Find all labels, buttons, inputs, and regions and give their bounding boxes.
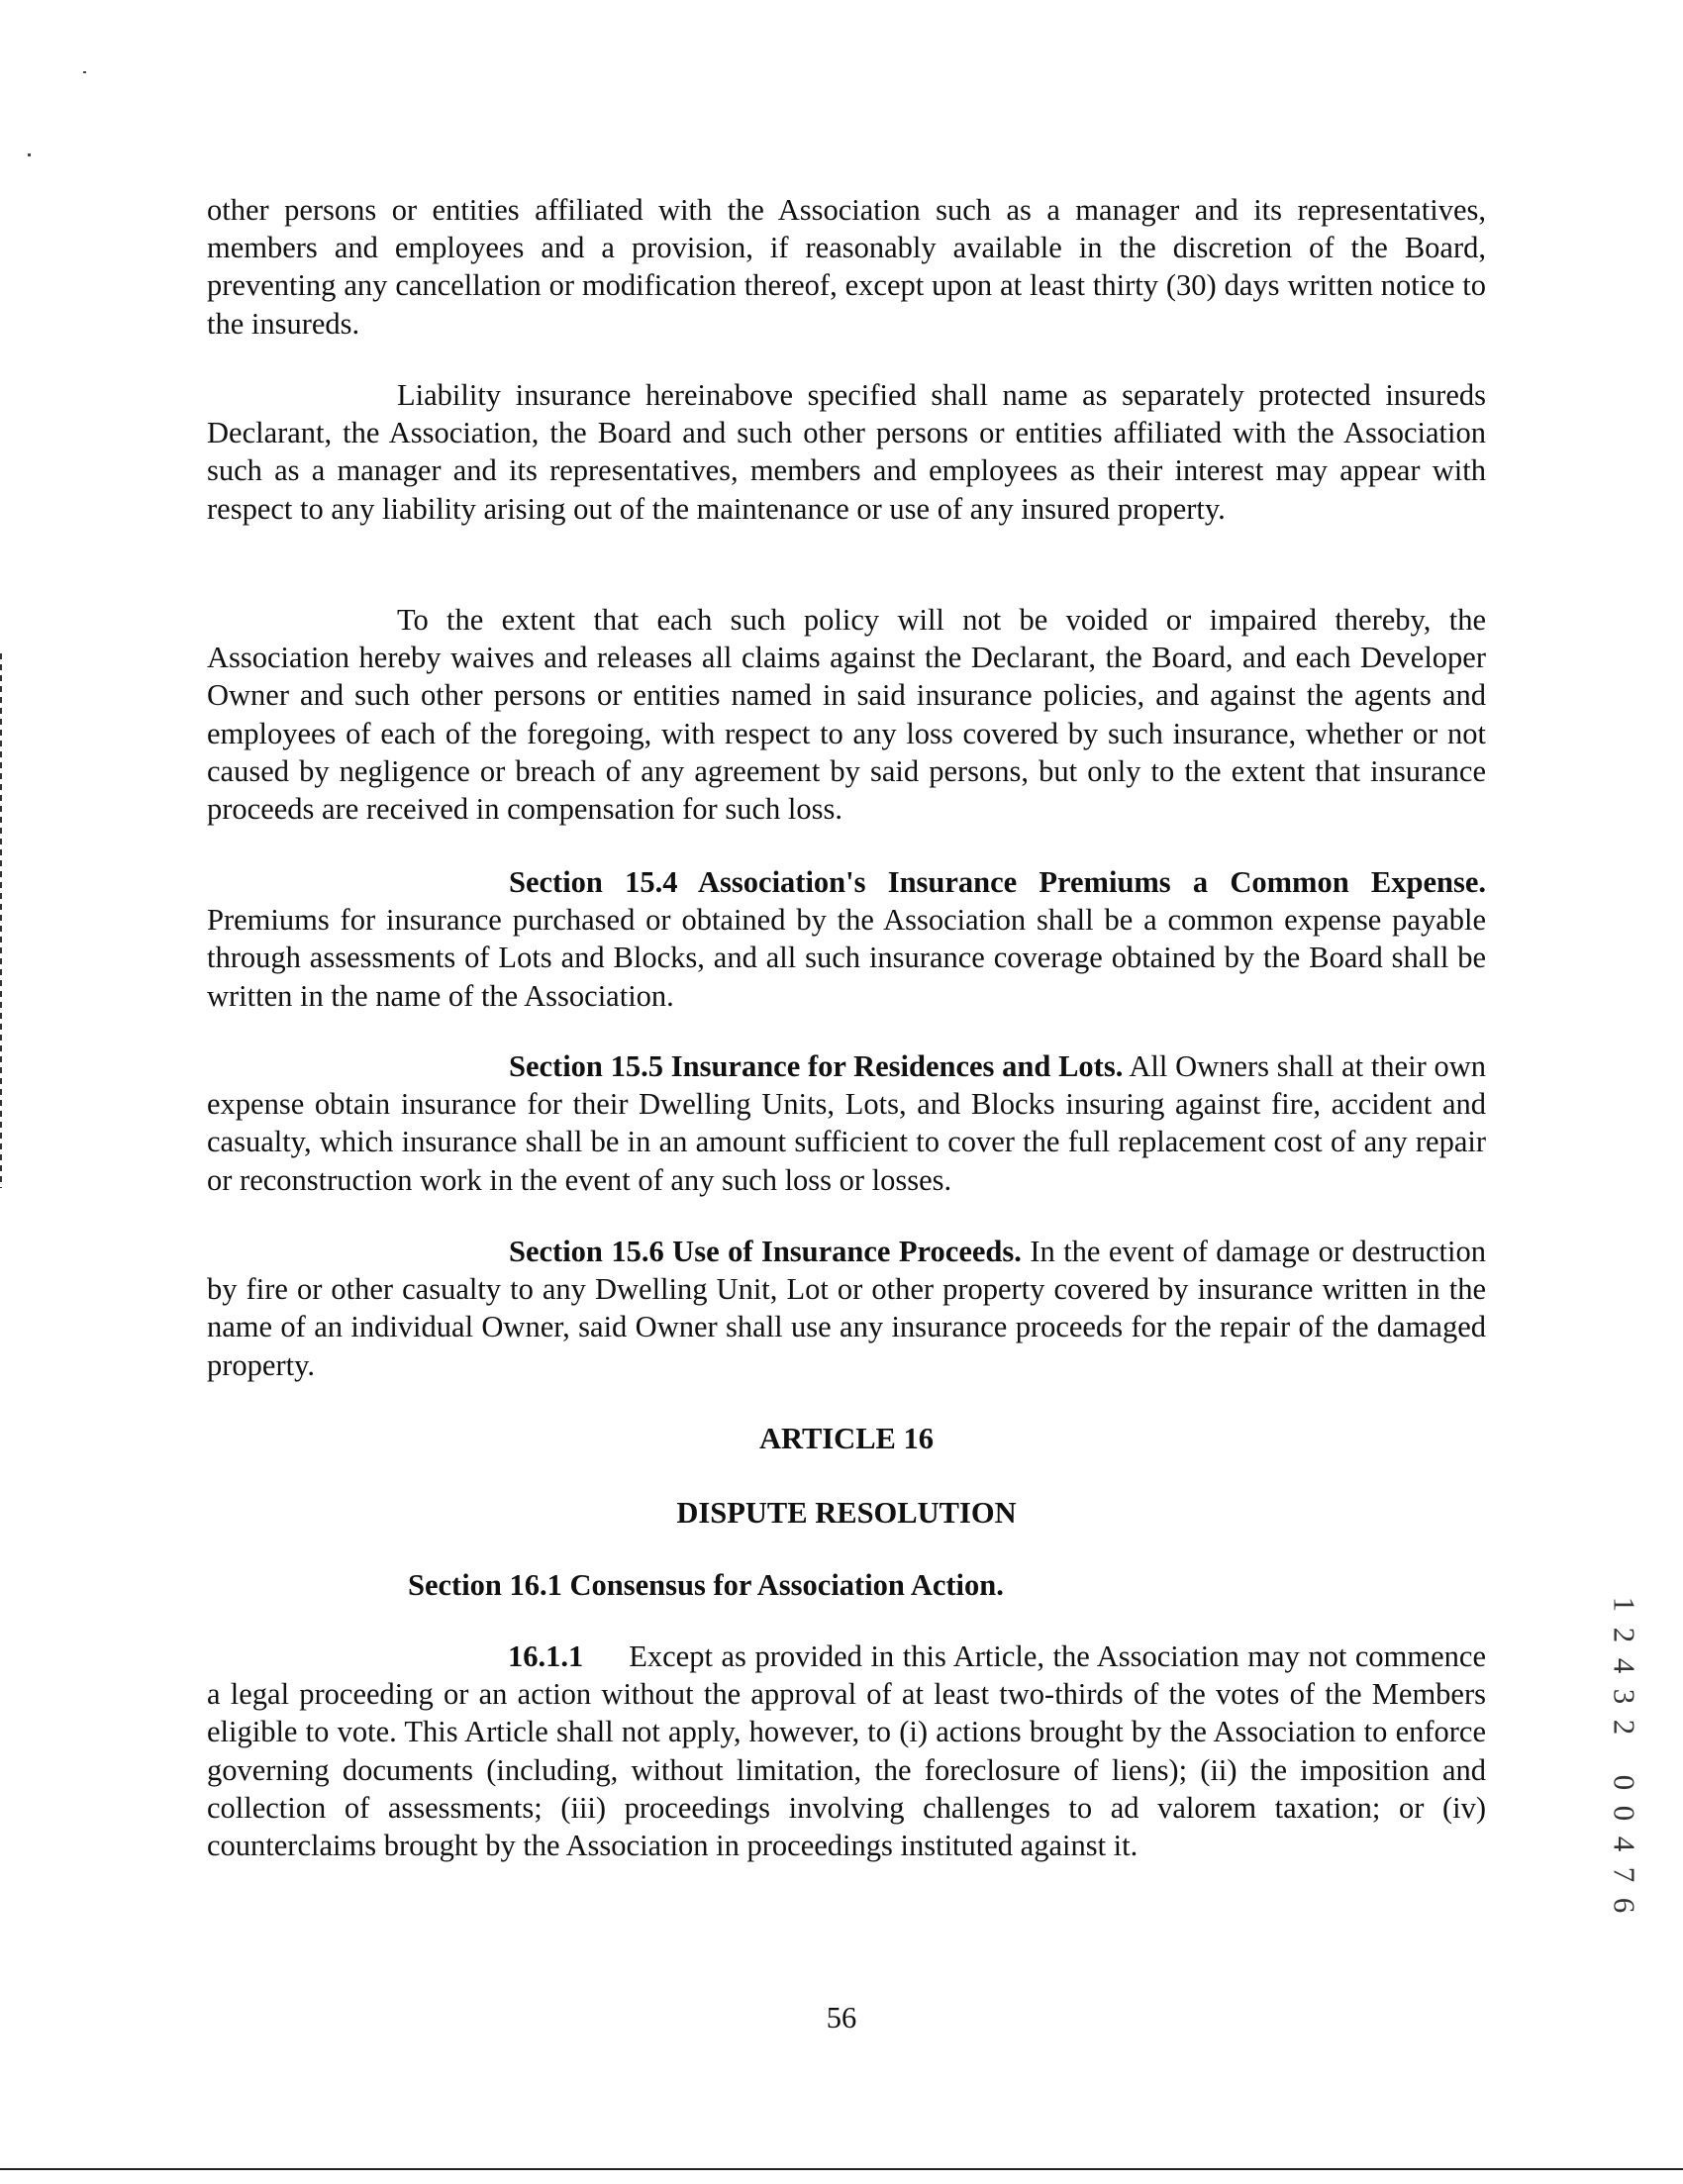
paragraph-waiver: To the extent that each such policy will not be voided or impaired thereby, the Association hereby waives and releases all claims against the Declarant, the Board, and each Developer Owner and such other persons or entities named in said insurance policies, and against the agents and employees of each of the foregoing, with respect to any loss covered by such insurance, whether or not caused by negligence or breach of any agreement by said persons, but only to the extent that insurance proceeds are received in compensation for such loss. — [207, 603, 1486, 827]
scan-speck — [83, 71, 86, 73]
section-15-5-heading: Section 15.5 Insurance for Residences and Lots. — [509, 1049, 1124, 1083]
stamp-digit: 2 — [1607, 1627, 1642, 1643]
clause-16-1-1 — [207, 1638, 1486, 1864]
stamp-digit: 0 — [1607, 1774, 1642, 1791]
clause-16-1-1-number: 16.1.1 — [508, 1639, 584, 1673]
stamp-digit: 2 — [1607, 1719, 1642, 1736]
page-number: 56 — [826, 2001, 857, 2035]
section-16-1-heading: Section 16.1 Consensus for Association Action. — [408, 1568, 1004, 1602]
stamp-digit: 0 — [1607, 1805, 1642, 1822]
section-15-6-heading: Section 15.6 Use of Insurance Proceeds. — [509, 1235, 1022, 1268]
section-15-4-text: Premiums for insurance purchased or obtained by the Association shall be a common expense payable through assessments of Lots and Blocks, and all such insurance coverage obtained by the Board shall be written in the name of the Association. — [207, 903, 1486, 1013]
scan-edge-bottom — [0, 2168, 1683, 2170]
stamp-digit: 4 — [1607, 1657, 1642, 1674]
paragraph-continuation: other persons or entities affiliated with the Association such as a manager and its representatives, members and employees and a provision, if reasonably available in the discretion of the Board, preventing any cancellation or modification thereof, except upon at least thirty (30) days written notice to the insureds. — [207, 193, 1486, 341]
scan-edge-left — [0, 653, 2, 1188]
section-15-5 — [207, 1047, 1486, 1199]
section-15-5-text: All Owners shall at their own expense obtain insurance for their Dwelling Units, Lots, and Blocks insuring against fire, accident and casualty, which insurance shall be in an amount sufficient to cover the full replacement cost of any repair or reconstruction work in the event of any such loss or losses. — [207, 1049, 1486, 1197]
stamp-digit: 6 — [1607, 1897, 1642, 1914]
section-15-6-text: In the event of damage or destruction by fire or other casualty to any Dwelling Unit, Lot or other property covered by insurance written in the name of an individual Owner, said Owner shall use any insurance proceeds for the repair of the damaged property. — [207, 1235, 1487, 1382]
stamp-gap — [1610, 1742, 1639, 1767]
stamp-digit: 1 — [1607, 1596, 1642, 1613]
article-number: ARTICLE 16 — [758, 1422, 935, 1455]
section-15-4 — [207, 863, 1486, 1015]
section-15-6 — [207, 1233, 1486, 1384]
section-15-4-heading: Section 15.4 Association's Insurance Premiums a Common Expense. — [509, 865, 1486, 899]
stamp-digit: 3 — [1607, 1688, 1642, 1705]
stamp-digit: 4 — [1607, 1836, 1642, 1852]
margin-stamp — [1607, 1589, 1642, 1921]
stamp-digit: 7 — [1607, 1866, 1642, 1883]
article-title: DISPUTE RESOLUTION — [676, 1496, 1017, 1530]
paragraph-liability-insurance: Liability insurance hereinabove specified shall name as separately protected insureds Declarant, the Association, the Board and such other persons or entities affiliated with the Association such as a manager and its representatives, members and employees as their interest may appear with respect to any liability arising out of the maintenance or use of any insured property. — [207, 378, 1486, 526]
scan-speck — [28, 153, 31, 156]
clause-16-1-1-text: Except as provided in this Article, the Association may not commence a legal proceeding or an action without the approval of at least two-thirds of the votes of the Members eligible to vote. This Article shall not apply, however, to (i) actions brought by the Association to enforce governing documents (including, without limitation, the foreclosure of liens); (ii) the imposition and collection of assessments; (iii) proceedings involving challenges to ad valorem taxation; or (iv) counterclaims brought by the Association in proceedings instituted against it. — [207, 1639, 1486, 1863]
